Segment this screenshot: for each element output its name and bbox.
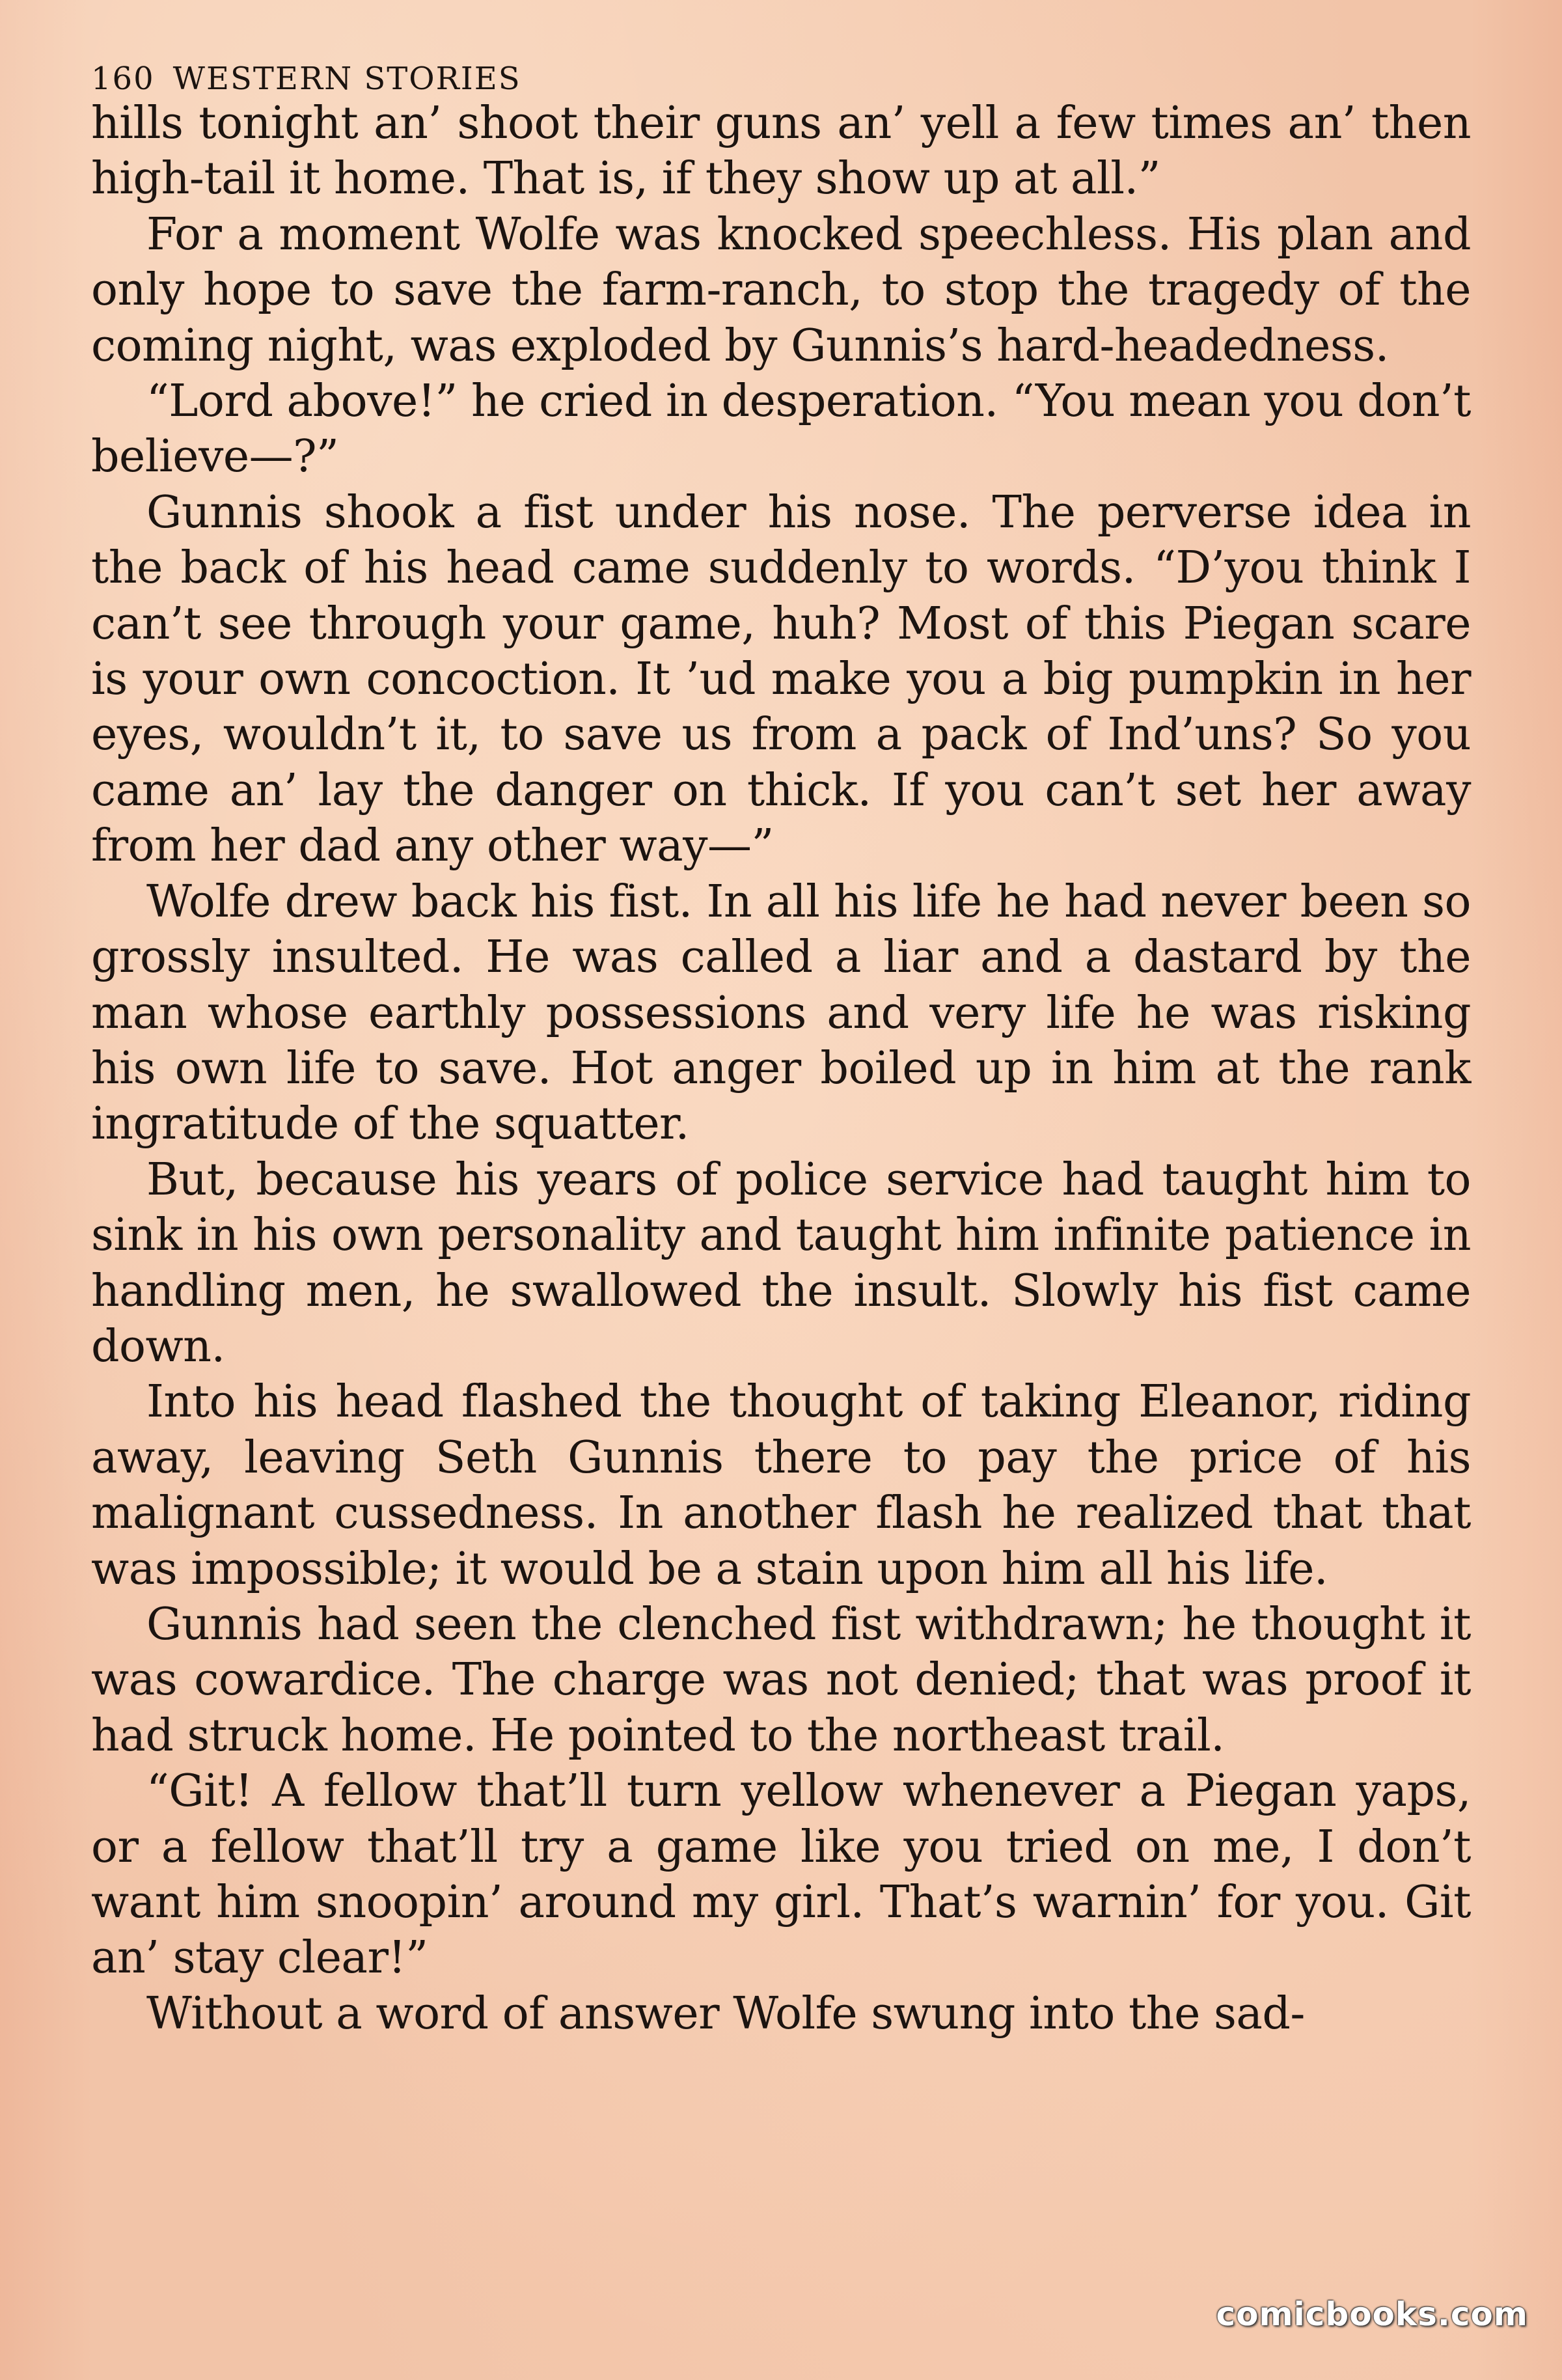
paragraph-6: But, because his years of police service had taught him to sink in his own personality and taught him infinite patience in handling men, he swallowed the insult. Slowly his fist came down.: [91, 1154, 1471, 1372]
page-number: 160: [91, 61, 155, 97]
paragraph-7: Into his head flashed the thought of taking Eleanor, riding away, leaving Seth Gunnis there to pay the price of his malignant cussedness. In another flash he realized that that was impossible; it would be a stain upon him all his life.: [91, 1376, 1471, 1595]
running-title: WESTERN STORIES: [172, 61, 521, 97]
paragraph-8: Gunnis had seen the clenched fist withdrawn; he thought it was cowardice. The charge was not denied; that was proof it had struck home. He pointed to the northeast trail.: [91, 1598, 1471, 1762]
running-head: [91, 62, 1471, 96]
paragraph-4: Gunnis shook a fist under his nose. The perverse idea in the back of his head came suddenly to words. “D’you think I can’t see through your game, huh? Most of this Piegan scare is your own concoction. It ’ud make you a big pumpkin in her eyes, wouldn’t it, to save us from a pack of Ind’uns? So you came an’ lay the danger on thick. If you can’t set her away from her dad any other way—”: [91, 486, 1471, 872]
paragraph-5: Wolfe drew back his fist. In all his life he had never been so grossly insulted. He was called a liar and a dastard by the man whose earthly possessions and very life he was risking his own life to save. Hot anger boiled up in him at the rank ingratitude of the squatter.: [91, 876, 1471, 1150]
paragraph-1: hills tonight an’ shoot their guns an’ yell a few times an’ then high-tail it home. That is, if they show up at all.”: [91, 98, 1471, 205]
book-page: [91, 62, 1471, 2041]
paragraph-2: For a moment Wolfe was knocked speechless. His plan and only hope to save the farm-ranch, to stop the tragedy of the coming night, was exploded by Gunnis’s hard-headedness.: [91, 208, 1471, 372]
paragraph-3: “Lord above!” he cried in desperation. “You mean you don’t believe—?”: [91, 376, 1471, 483]
body-text: [91, 96, 1471, 2041]
watermark: comicbooks.com: [1216, 2295, 1528, 2333]
paragraph-9: “Git! A fellow that’ll turn yellow whenever a Piegan yaps, or a fellow that’ll try a game like you tried on me, I don’t want him snoopin’ around my girl. That’s warnin’ for you. Git an’ stay clear!”: [91, 1765, 1471, 1984]
paragraph-10: Without a word of answer Wolfe swung into the sad-: [146, 1987, 1305, 2040]
